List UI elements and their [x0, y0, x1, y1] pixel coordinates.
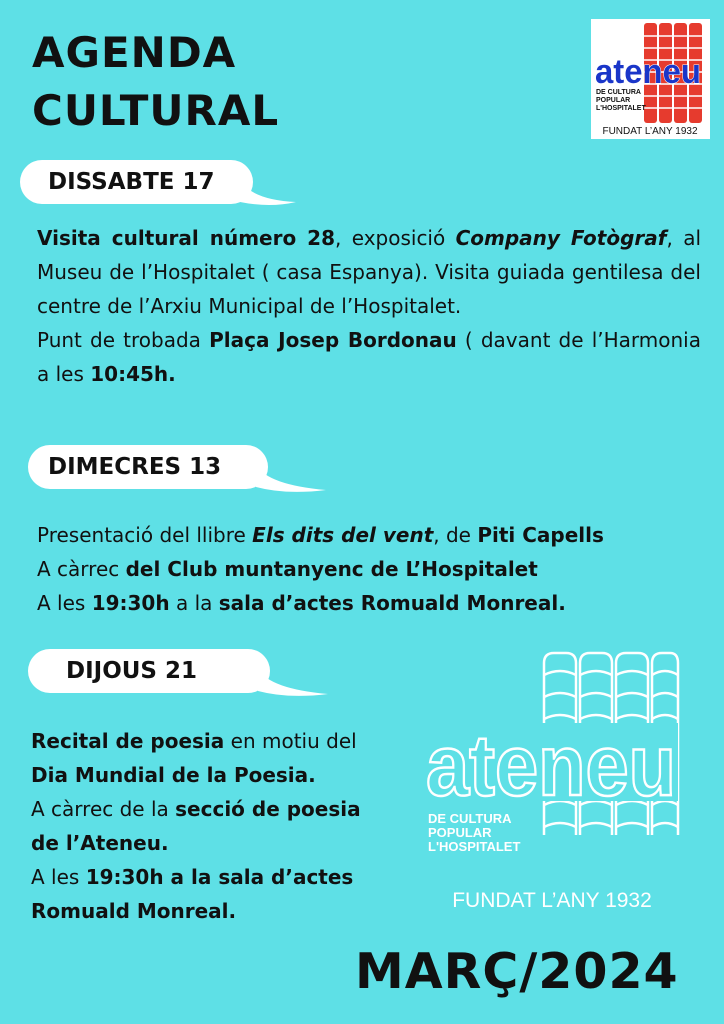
event-2-line-3	[37, 586, 717, 620]
logo-sub-1: DE CULTURA	[596, 89, 641, 96]
day-label: DISSABTE 17	[20, 160, 253, 204]
ateneu-logo-large	[418, 645, 688, 915]
speech-tail	[258, 669, 332, 699]
ateneu-logo-small	[591, 19, 710, 139]
day-label: DIJOUS 21	[28, 649, 270, 693]
text-run: A les	[37, 591, 92, 615]
ateneu-logo-small-graphic	[591, 19, 710, 139]
text-run: a la	[169, 591, 219, 615]
speech-tail	[256, 465, 330, 495]
text-run: , de	[433, 523, 478, 547]
text-run: Recital de poesia	[31, 729, 225, 753]
month-year: MARÇ/2024	[355, 943, 679, 1000]
logo-wordmark: ateneu	[595, 53, 701, 91]
event-3-description	[31, 724, 411, 928]
text-run: A les	[31, 865, 86, 889]
text-run: Romuald Monreal.	[31, 899, 237, 923]
title-line-1: AGENDA	[32, 28, 237, 77]
text-run: de l’Ateneu.	[31, 831, 169, 855]
text-run: A càrrec	[37, 557, 126, 581]
logo-large-sub-2: POPULAR	[428, 825, 492, 840]
event-3-line-5	[31, 860, 411, 894]
text-run: , al Museu de l’Hospitalet ( casa Espanya). Visita guiada gentilesa del centre de l’Arxiu Municipal de l’Hospitalet.	[37, 226, 702, 318]
event-2-line-1	[37, 518, 717, 552]
text-run: Piti Capells	[477, 523, 604, 547]
event-1-description	[37, 221, 701, 391]
text-run: Dia Mundial de la Poesia.	[31, 763, 316, 787]
logo-sub-2: POPULAR	[596, 97, 631, 104]
text-run: Visita cultural número 28	[37, 226, 336, 250]
text-run: A càrrec de la	[31, 797, 176, 821]
event-1-paragraph-2	[37, 323, 701, 391]
speech-tail	[240, 180, 310, 210]
event-3-line-6	[31, 894, 411, 928]
logo-large-sub-3: L'HOSPITALET	[428, 839, 521, 854]
event-3-line-2	[31, 758, 411, 792]
event-2-description	[37, 518, 717, 620]
day-bubble-dimecres	[28, 445, 268, 489]
event-3-line-1	[31, 724, 411, 758]
event-1-paragraph-1	[37, 221, 701, 323]
event-3-line-3	[31, 792, 411, 826]
day-bubble-dijous	[28, 649, 270, 693]
text-run: secció de poesia	[175, 797, 361, 821]
text-run: , exposició	[335, 226, 456, 250]
text-run: Punt de trobada	[37, 328, 210, 352]
page-title	[32, 24, 279, 140]
event-2-line-2	[37, 552, 717, 586]
text-run: Presentació del llibre	[37, 523, 253, 547]
text-run: Plaça Josep Bordonau	[209, 328, 457, 352]
text-run: Els dits del vent	[252, 523, 434, 547]
ateneu-logo-large-graphic	[418, 645, 688, 915]
text-run: Company Fotògraf	[455, 226, 667, 250]
text-run: del Club muntanyenc de L’Hospitalet	[125, 557, 538, 581]
logo-sub-3: L'HOSPITALET	[596, 105, 646, 112]
logo-large-founded: FUNDAT L’ANY 1932	[452, 889, 652, 912]
day-label: DIMECRES 13	[28, 445, 268, 489]
text-run: 19:30h	[91, 591, 170, 615]
text-run: ( davant de l’Harmonia a les	[37, 328, 701, 386]
title-line-2: CULTURAL	[32, 86, 280, 135]
logo-founded: FUNDAT L’ANY 1932	[602, 126, 698, 137]
text-run: en motiu del	[224, 729, 357, 753]
logo-large-sub-1: DE CULTURA	[428, 811, 512, 826]
text-run: 19:30h a la sala d’actes	[85, 865, 354, 889]
text-run: sala d’actes Romuald Monreal.	[218, 591, 566, 615]
day-bubble-dissabte	[20, 160, 253, 204]
event-3-line-4	[31, 826, 411, 860]
logo-wordmark-outline: ateneu	[426, 718, 676, 814]
text-run: 10:45h.	[90, 362, 176, 386]
